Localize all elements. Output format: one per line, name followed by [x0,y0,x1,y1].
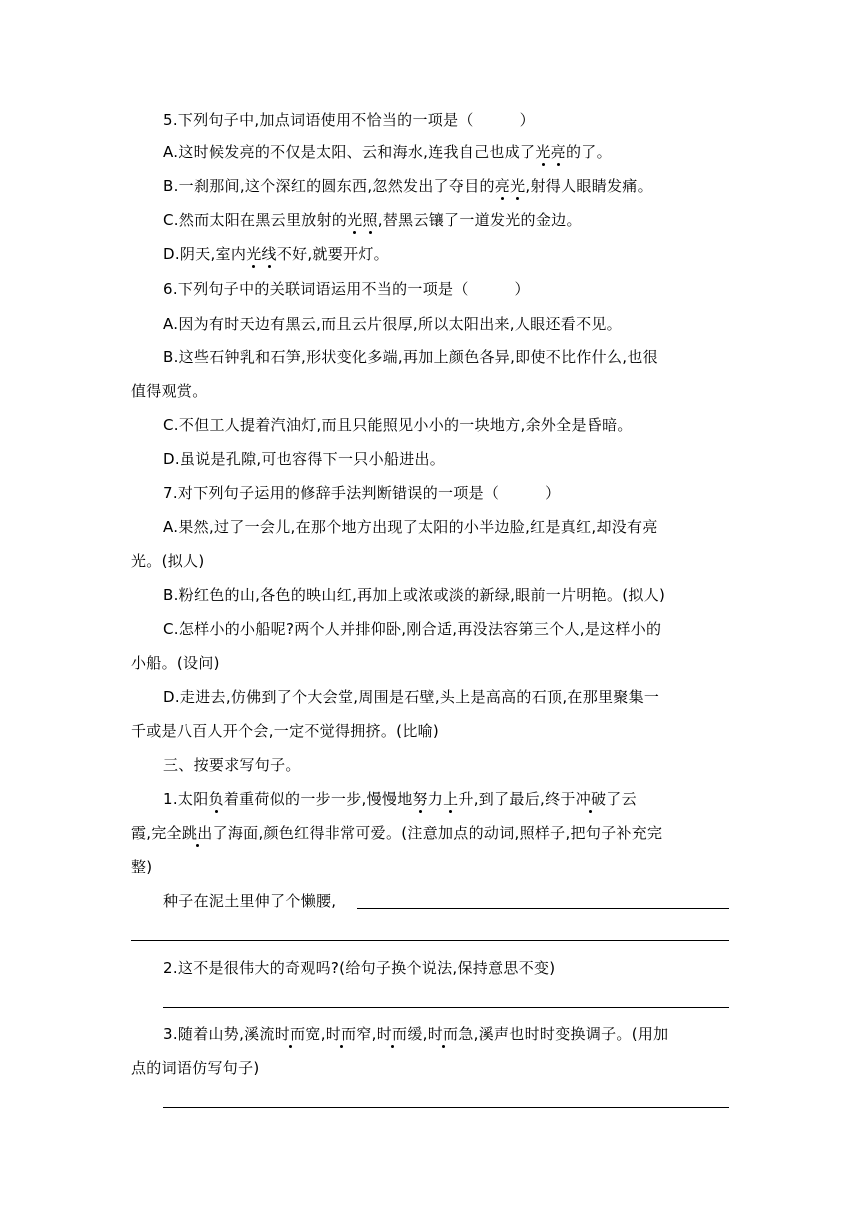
q7-option-c: C.怎样小的小船呢?两个人并排仰卧,刚合适,再没法容第三个人,是这样小的 [163,620,662,638]
q6-option-c: C.不但工人提着汽油灯,而且只能照见小小的一块地方,余外全是昏暗。 [163,416,633,434]
q6-option-b: B.这些石钟乳和石笋,形状变化多端,再加上颜色各异,即使不比作什么,也很 [163,348,658,366]
q6-stem: 6.下列句子中的关联词语运用不当的一项是（ ） [163,280,530,298]
q5-stem: 5.下列句子中,加点词语使用不恰当的一项是（ ） [163,111,535,129]
emphasis-dot-char: 线 [261,245,277,263]
q7-option-d: D.走进去,仿佛到了个大会堂,周围是石壁,头上是高高的石顶,在那里聚集一 [163,688,660,706]
emphasis-dot-char: 光 [246,245,262,263]
section-heading: 三、按要求写句子。 [163,756,301,774]
s3-q1-line1: 1.太阳负着重荷似的一步一步,慢慢地努力上升,到了最后,终于冲破了云 [163,790,637,808]
q7-option-b: B.粉红色的山,各色的映山红,再加上或浓或淡的新绿,眼前一片明艳。(拟人) [163,586,666,604]
q6-option-d: D.虽说是孔隙,可也容得下一只小船进出。 [163,450,446,468]
answer-blank-line[interactable] [131,940,729,941]
emphasized-word: 负 [208,790,224,808]
q7-option-a-continued: 光。(拟人) [131,552,205,570]
answer-blank-line[interactable] [357,908,729,909]
q5-option-a: A.这时候发亮的不仅是太阳、云和海水,连我自己也成了光亮的了。 [163,143,612,161]
emphasized-word: 时而 [325,1025,357,1043]
answer-blank-line[interactable] [163,1107,729,1108]
q7-option-c-continued: 小船。(设问) [131,654,220,672]
emphasized-word: 时而 [427,1025,459,1043]
emphasis-dot-char: 光 [510,177,526,195]
q5-option-d: D.阴天,室内光线不好,就要开灯。 [163,245,389,263]
q5-option-c: C.然而太阳在黑云里放射的光照,替黑云镶了一道发光的金边。 [163,211,582,229]
emphasized-word: 时而 [274,1025,306,1043]
emphasized-word [347,211,378,229]
s3-q2: 2.这不是很伟大的奇观吗?(给句子换个说法,保持意思不变) [163,959,556,977]
emphasized-word [495,177,526,195]
emphasized-word [246,245,277,263]
q7-stem: 7.对下列句子运用的修辞手法判断错误的一项是（ ） [163,484,561,502]
emphasis-dot-char: 光 [347,211,363,229]
s3-q3-line1: 3.随着山势,溪流时而宽,时而窄,时而缓,时而急,溪声也时时变换调子。(用加 [163,1025,669,1043]
emphasized-word: 努 [412,790,428,808]
emphasized-word: 上 [443,790,459,808]
emphasis-dot-char: 照 [362,211,378,229]
s3-q1-line3: 整) [131,858,153,876]
emphasis-dot-char: 亮 [494,177,511,195]
s3-q1-prompt: 种子在泥土里伸了个懒腰, [163,892,337,910]
emphasis-dot-char: 光 [535,143,551,161]
s3-q1-line2: 霞,完全跳出了海面,颜色红得非常可爱。(注意加点的动词,照样子,把句子补充完 [131,824,663,842]
emphasized-word: 冲破 [575,790,607,808]
q6-option-b-continued: 值得观赏。 [131,382,208,400]
emphasized-word [535,143,566,161]
q5-option-b: B.一刹那间,这个深红的圆东西,忽然发出了夺目的亮光,射得人眼睛发痛。 [163,177,653,195]
emphasized-word: 时而 [376,1025,408,1043]
q7-option-d-continued: 千或是八百人开个会,一定不觉得拥挤。(比喻) [131,722,440,740]
emphasis-dot-char: 亮 [550,143,566,161]
s3-q3-line2: 点的词语仿写句子) [131,1059,260,1077]
q7-option-a: A.果然,过了一会儿,在那个地方出现了太阳的小半边脸,红是真红,却没有亮 [163,518,658,536]
emphasized-word: 跳出 [181,824,213,842]
q6-option-a: A.因为有时天边有黑云,而且云片很厚,所以太阳出来,人眼还看不见。 [163,315,622,333]
answer-blank-line[interactable] [163,1007,729,1008]
